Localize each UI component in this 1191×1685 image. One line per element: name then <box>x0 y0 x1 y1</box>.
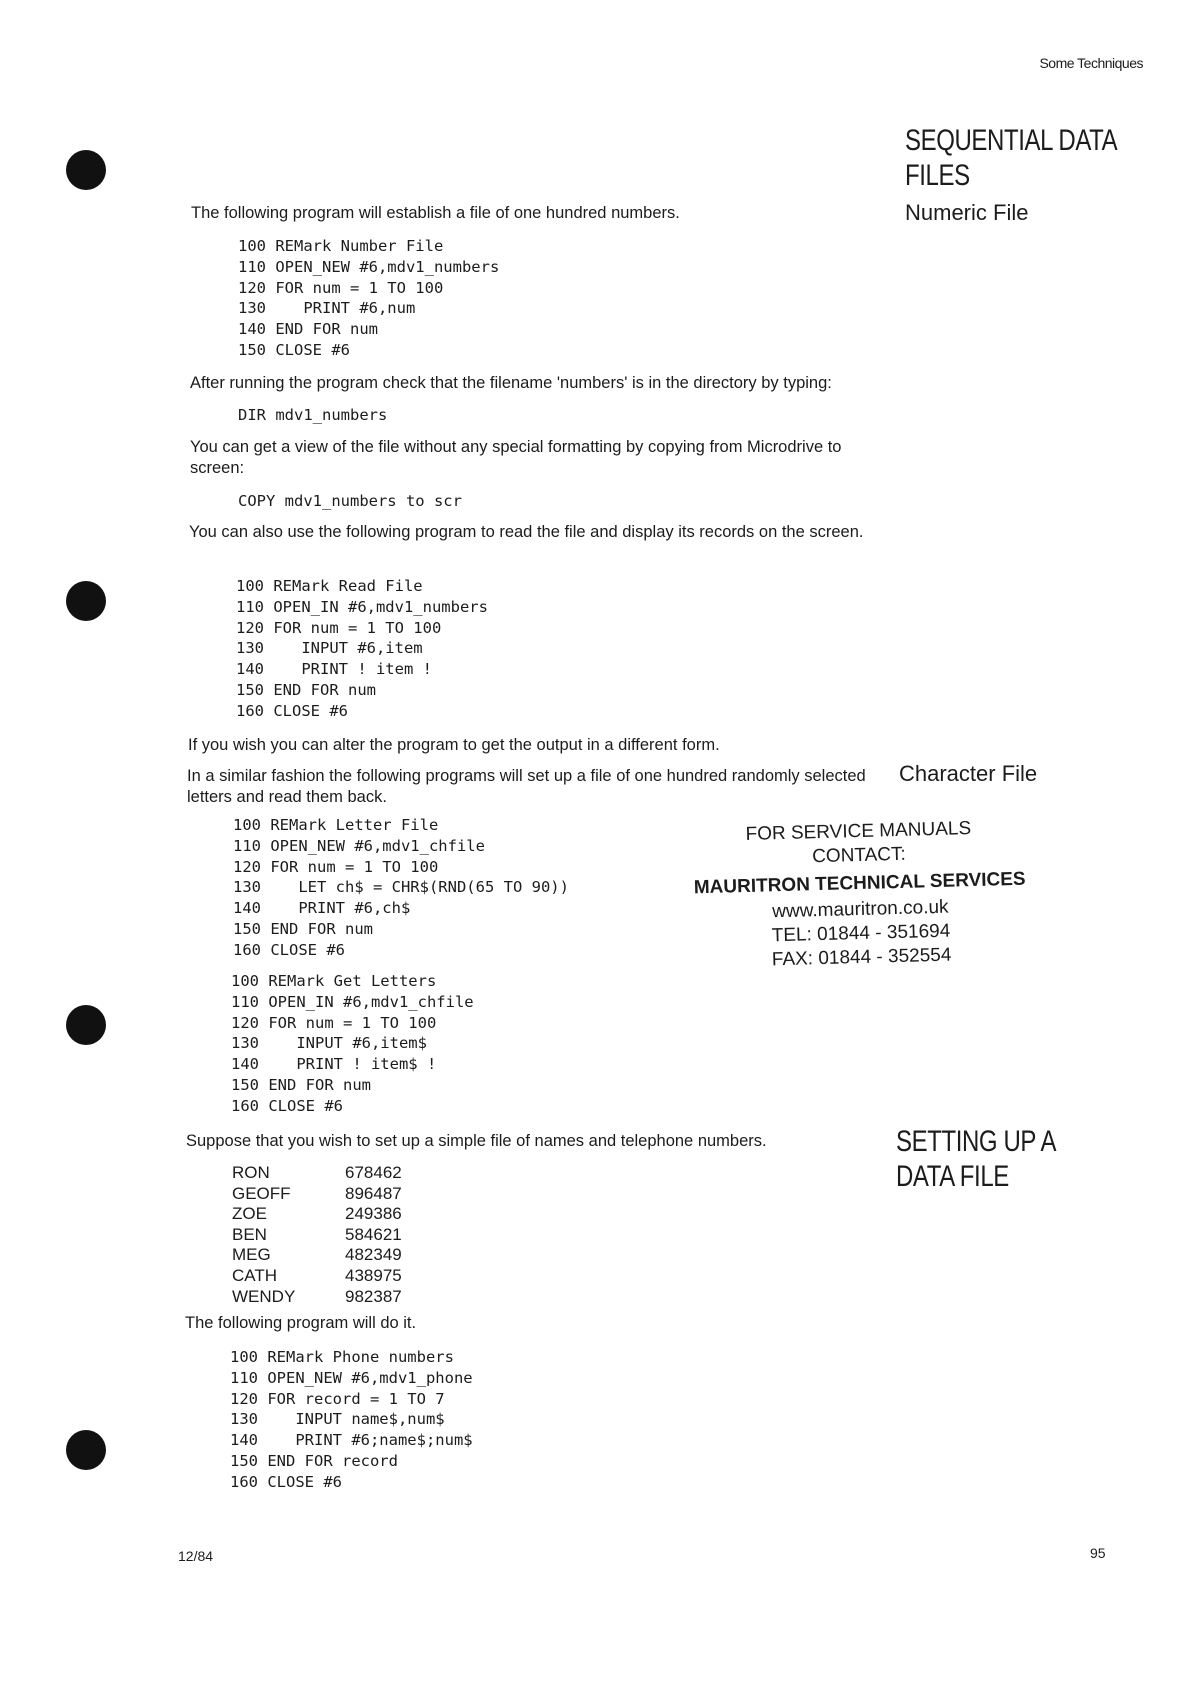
table-row <box>232 1245 402 1266</box>
code-line: 100 REMark Letter File <box>233 816 439 834</box>
code-line: DIR mdv1_numbers <box>238 406 388 424</box>
code-line: 110 OPEN_NEW #6,mdv1_numbers <box>238 257 500 276</box>
code-line: 140 PRINT ! item$ ! <box>231 1055 437 1074</box>
code-line: 160 CLOSE #6 <box>231 1096 343 1115</box>
paragraph-suppose: Suppose that you wish to set up a simple file of names and telephone numbers. <box>186 1132 767 1150</box>
code-line: 130 LET ch$ = CHR$(RND(65 TO 90)) <box>233 878 569 897</box>
phone-number: 584621 <box>345 1224 402 1244</box>
code-line: 160 CLOSE #6 <box>236 701 348 720</box>
code-line: 110 OPEN_NEW #6,mdv1_chfile <box>233 836 485 855</box>
code-line: 140 PRINT #6,ch$ <box>233 899 411 918</box>
code-line: 150 END FOR record <box>230 1451 398 1470</box>
phone-name: BEN <box>232 1224 267 1244</box>
phone-name: MEG <box>232 1245 271 1265</box>
binder-hole-2 <box>66 581 106 621</box>
section-title-line: DATA FILE <box>896 1160 1009 1193</box>
code-line: 120 FOR num = 1 TO 100 <box>233 857 439 876</box>
table-row <box>232 1287 402 1308</box>
phone-name: CATH <box>232 1265 278 1285</box>
phone-name: WENDY <box>232 1286 296 1306</box>
code-line: 160 CLOSE #6 <box>230 1472 342 1491</box>
code-copy-command <box>238 491 462 512</box>
table-row <box>232 1184 402 1205</box>
section-title-line: SEQUENTIAL DATA <box>905 124 1118 157</box>
binder-hole-1 <box>66 150 106 190</box>
code-line: 120 FOR num = 1 TO 100 <box>238 278 444 297</box>
table-row <box>232 1225 402 1246</box>
code-line: 100 REMark Get Letters <box>231 972 437 990</box>
phone-number: 249386 <box>345 1204 402 1224</box>
table-row <box>232 1163 402 1184</box>
paragraph-alter-output: If you wish you can alter the program to get the output in a different form. <box>188 736 720 754</box>
code-line: 120 FOR record = 1 TO 7 <box>230 1389 445 1408</box>
code-line: 110 OPEN_IN #6,mdv1_numbers <box>236 597 488 616</box>
code-line: 110 OPEN_IN #6,mdv1_chfile <box>231 992 474 1011</box>
section-title-line: SETTING UP A <box>896 1125 1057 1158</box>
code-line: 100 REMark Phone numbers <box>230 1348 454 1366</box>
paragraph-following-program: The following program will do it. <box>185 1314 417 1332</box>
section-title-sequential <box>905 123 1117 193</box>
code-line: 130 PRINT #6,num <box>238 299 416 318</box>
phone-name: ZOE <box>232 1204 267 1224</box>
stamp-website: www.mauritron.co.uk <box>771 896 949 923</box>
table-row <box>232 1266 402 1287</box>
code-line: 120 FOR num = 1 TO 100 <box>231 1013 437 1032</box>
code-dir-command <box>238 405 387 426</box>
code-line: 140 PRINT ! item ! <box>236 660 432 679</box>
service-manuals-stamp <box>688 816 1032 975</box>
code-line: 110 OPEN_NEW #6,mdv1_phone <box>230 1368 473 1387</box>
code-read-file <box>236 576 488 722</box>
code-line: 130 INPUT #6,item <box>236 639 423 658</box>
stamp-tel: TEL: 01844 - 351694 <box>771 920 951 947</box>
code-line: 140 END FOR num <box>238 320 378 339</box>
code-line: 100 REMark Number File <box>238 237 444 255</box>
paragraph-read-file: You can also use the following program to read the file and display its records on the screen. <box>189 523 864 541</box>
code-line: 130 INPUT name$,num$ <box>230 1410 445 1429</box>
running-head: Some Techniques <box>1039 55 1143 71</box>
phone-number: 982387 <box>345 1286 402 1306</box>
code-line: 150 END FOR num <box>236 680 376 699</box>
code-line: 140 PRINT #6;name$;num$ <box>230 1431 473 1450</box>
section-title-setting-up <box>896 1124 1056 1194</box>
subheading-character-file: Character File <box>899 761 1038 786</box>
code-line: 150 END FOR num <box>231 1075 371 1094</box>
stamp-line-service: FOR SERVICE MANUALS <box>745 818 972 845</box>
phone-number: 896487 <box>345 1183 402 1203</box>
phone-number: 482349 <box>345 1245 402 1265</box>
subheading-numeric-file: Numeric File <box>905 200 1029 225</box>
code-line: 150 CLOSE #6 <box>238 340 350 359</box>
code-line: 120 FOR num = 1 TO 100 <box>236 618 442 637</box>
code-letter-file <box>233 815 569 961</box>
stamp-fax: FAX: 01844 - 352554 <box>771 944 952 971</box>
stamp-line-contact: CONTACT: <box>811 843 907 868</box>
phone-name: RON <box>232 1163 270 1182</box>
page-number: 95 <box>1090 1545 1106 1561</box>
section-title-line: FILES <box>905 159 970 192</box>
table-row <box>232 1204 402 1225</box>
binder-hole-4 <box>66 1430 106 1470</box>
code-line: COPY mdv1_numbers to scr <box>238 492 462 510</box>
paragraph-intro-numeric: The following program will establish a file of one hundred numbers. <box>191 204 680 222</box>
binder-hole-3 <box>66 1005 106 1045</box>
code-phone-numbers <box>230 1347 473 1493</box>
paragraph-similar-fashion: In a similar fashion the following programs will set up a file of one hundred randomly selected letters and read them back. <box>187 767 866 806</box>
code-get-letters <box>231 971 474 1117</box>
phone-name: GEOFF <box>232 1183 291 1203</box>
code-line: 100 REMark Read File <box>236 577 423 595</box>
code-line: 150 END FOR num <box>233 919 373 938</box>
code-line: 130 INPUT #6,item$ <box>231 1034 427 1053</box>
paragraph-view-file: You can get a view of the file without any special formatting by copying from Microdrive to screen: <box>190 438 842 477</box>
paragraph-after-running: After running the program check that the filename 'numbers' is in the directory by typing: <box>190 374 832 392</box>
code-line: 160 CLOSE #6 <box>233 940 345 959</box>
phone-number: 678462 <box>345 1163 402 1182</box>
footer-date: 12/84 <box>178 1548 214 1564</box>
code-number-file <box>238 236 499 361</box>
stamp-company: MAURITRON TECHNICAL SERVICES <box>693 868 1026 899</box>
phone-number: 438975 <box>345 1265 402 1285</box>
phone-table <box>232 1163 402 1307</box>
